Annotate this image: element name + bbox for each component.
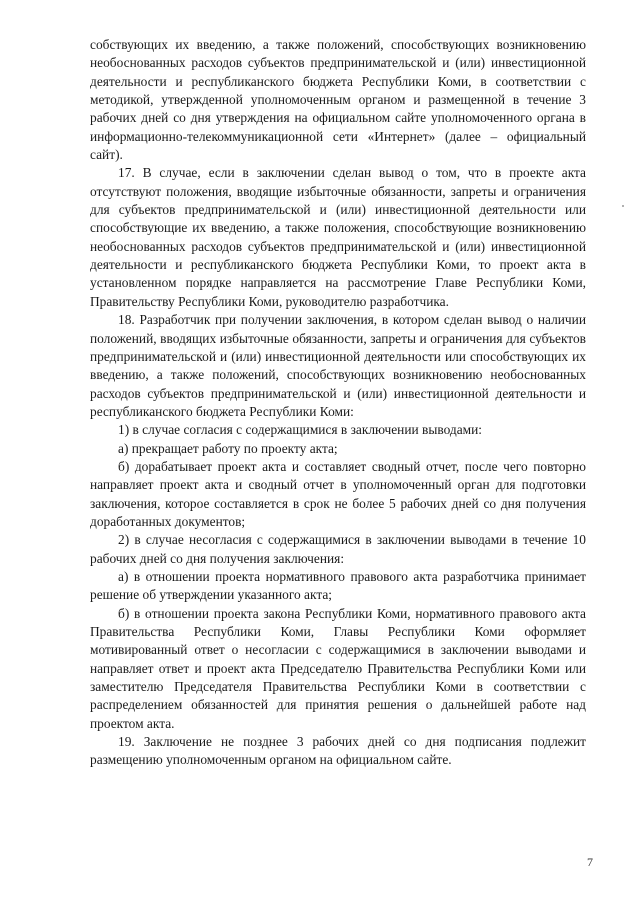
paragraph-18-item-1: 1) в случае согласия с содержащимися в заключении выводами: [118, 422, 482, 438]
paragraph-18-item-1-a: а) прекращает работу по проекту акта; [118, 440, 338, 456]
scan-speck [622, 205, 624, 207]
paragraph-18-item-2-b: б) в отношении проекта закона Республики Коми, нормативного правового акта Правительства Республики Коми, Главы Республики Коми оформляет мотивированный ответ о несогласии с содержащимися в заключении выводами и направляет ответ и проект акта Председателю Правительства Республики Коми или заместителю Председателя Правительства Республики Коми в соответствии с распределением обязанностей для принятия решения о дальнейшей работе над проектом акта. [90, 605, 586, 731]
paragraph-18: 18. Разработчик при получении заключения, в котором сделан вывод о наличии положений, вводящих избыточные обязанности, запреты и ограничения для субъектов предпринимательской и (или) инвестиционной деятельности или способствующих их введению, а также положений, способствующих возникновению необоснованных расходов субъектов предпринимательской и (или) инвестиционной деятельности и республиканского бюджета Республики Коми: [90, 312, 586, 419]
paragraph-18-item-1-b: б) дорабатывает проект акта и составляет сводный отчет, после чего повторно направляет проект акта и сводный отчет в уполномоченный орган для подготовки заключения, которое составляется в срок не более 5 рабочих дней со дня получения доработанных документов; [90, 458, 586, 529]
paragraph-18-item-2-a: а) в отношении проекта нормативного правового акта разработчика принимает решение об утверждении указанного акта; [90, 568, 586, 603]
page-number: 7 [587, 855, 593, 869]
paragraph-18-item-2: 2) в случае несогласия с содержащимися в заключении выводами в течение 10 рабочих дней со дня получения заключения: [90, 532, 586, 566]
paragraph-17: 17. В случае, если в заключении сделан вывод о том, что в проекте акта отсутствуют положения, вводящие избыточные обязанности, запреты и ограничения для субъектов предпринимательской и (или) инвестиционной деятельности или способствующие их введению, а также положения, способствующие возникновению необоснованных расходов субъектов предпринимательской и (или) инвестиционной деятельности и республиканского бюджета Республики Коми, то проект акта в установленном порядке направляется на рассмотрение Главе Республики Коми, Правительству Республики Коми, руководителю разработчика. [90, 165, 586, 309]
paragraph-continuation: собствующих их введению, а также положений, способствующих возникновению необоснованных расходов субъектов предпринимательской и (или) инвестиционной деятельности и республиканского бюджета Республики Коми, в соответствии с методикой, утвержденной уполномоченным органом и размещенной в течение 3 рабочих дней со дня утверждения на официальном сайте уполномоченного органа в информационно-телекоммуникационной сети «Интернет» (далее – официальный сайт). [90, 37, 586, 163]
paragraph-19: 19. Заключение не позднее 3 рабочих дней со дня подписания подлежит размещению уполномоченным органом на официальном сайте. [90, 734, 586, 768]
document-body [90, 36, 586, 770]
